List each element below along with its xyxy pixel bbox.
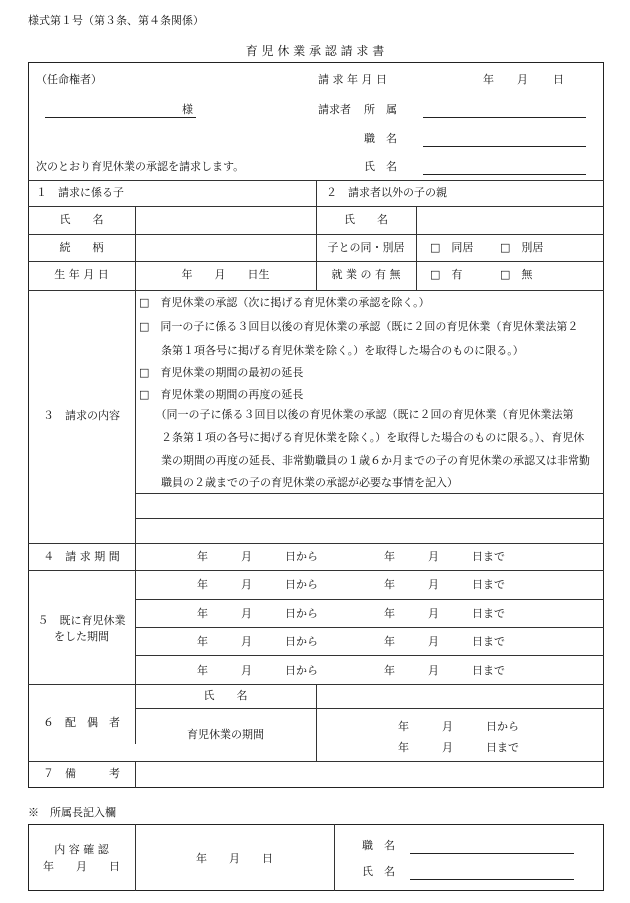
request-option-third[interactable]: □ 同一の子に係る３回目以後の育児休業の承認（既に２回の育児休業（育児休業法第２ — [139, 320, 579, 333]
past-period-4-from[interactable]: 年 月 日から — [197, 664, 318, 677]
supervisor-heading: ※ 所属長記入欄 — [28, 806, 116, 819]
supervisor-name-label: 氏 名 — [362, 865, 395, 878]
position-line[interactable] — [423, 146, 586, 147]
position-label: 職 名 — [364, 132, 397, 145]
divider — [28, 570, 604, 571]
request-option-first-extension[interactable]: □ 育児休業の期間の最初の延長 — [139, 366, 304, 379]
section1-heading: １ 請求に係る子 — [36, 186, 124, 199]
employment-label: 就 業 の 有 無 — [331, 268, 401, 281]
appointer-name-line[interactable] — [45, 117, 196, 118]
divider — [28, 234, 604, 235]
past-period-1-from[interactable]: 年 月 日から — [197, 578, 318, 591]
request-date-month: 月 — [517, 73, 528, 86]
reason-field-2[interactable] — [136, 519, 603, 542]
section5-label: ５ 既に育児休業 — [37, 614, 126, 627]
request-option-second-extension[interactable]: □ 育児休業の期間の再度の延長 — [139, 388, 304, 401]
request-date-year: 年 — [483, 73, 494, 86]
divider — [334, 824, 335, 891]
supervisor-name-line[interactable] — [410, 879, 574, 880]
past-period-2-to[interactable]: 年 月 日まで — [384, 607, 505, 620]
child-relation-label: 続 柄 — [59, 241, 104, 254]
divider — [28, 290, 604, 291]
section3-label: ３ 請求の内容 — [43, 409, 120, 422]
past-period-3-to[interactable]: 年 月 日まで — [384, 635, 505, 648]
request-period-from[interactable]: 年 月 日から — [197, 550, 318, 563]
past-period-2-from[interactable]: 年 月 日から — [197, 607, 318, 620]
past-period-4-to[interactable]: 年 月 日まで — [384, 664, 505, 677]
requester-label: 請求者 — [318, 103, 351, 116]
sama-label: 様 — [182, 103, 193, 116]
name-line[interactable] — [423, 174, 586, 175]
child-name-field[interactable] — [136, 207, 315, 233]
section7-label: ７ 備 考 — [43, 767, 120, 780]
spouse-name-field[interactable] — [317, 685, 603, 708]
instruction-text: 業の期間の再度の延長、非常勤職員の１歳６か月までの子の育児休業の承認又は非常勤 — [139, 454, 590, 467]
statement-text: 次のとおり育児休業の承認を請求します。 — [36, 160, 245, 173]
form-title: 育 児 休 業 承 認 請 求 書 — [245, 44, 385, 58]
remarks-field[interactable] — [136, 762, 603, 787]
spouse-period-from[interactable]: 年 月 日から — [398, 720, 519, 733]
section5-label-cont: をした期間 — [54, 630, 109, 643]
child-relation-field[interactable] — [136, 235, 315, 260]
employment-yes-checkbox[interactable]: □ 有 — [430, 268, 463, 281]
confirm-date-label: 年 月 日 — [43, 860, 120, 873]
section4-label: ４ 請 求 期 間 — [43, 550, 120, 563]
past-period-3-from[interactable]: 年 月 日から — [197, 635, 318, 648]
affiliation-line[interactable] — [423, 117, 586, 118]
parent-name-field[interactable] — [417, 207, 603, 233]
child-name-label: 氏 名 — [59, 213, 104, 226]
instruction-text: （同一の子に係る３回目以後の育児休業の承認（既に２回の育児休業（育児休業法第 — [139, 408, 574, 421]
spouse-period-label: 育児休業の期間 — [187, 728, 264, 741]
supervisor-position-label: 職 名 — [362, 839, 395, 852]
confirm-label: 内 容 確 認 — [54, 843, 109, 856]
request-option-third-cont: 条第１項各号に掲げる育児休業を除く。）を取得した場合のものに限る。） — [139, 344, 524, 357]
request-date-label: 請 求 年 月 日 — [318, 73, 387, 86]
form-code: 様式第１号（第３条、第４条関係） — [28, 14, 204, 27]
child-birthdate-value[interactable]: 年 月 日生 — [181, 268, 270, 281]
supervisor-position-line[interactable] — [410, 853, 574, 854]
affiliation-label: 所 属 — [364, 103, 397, 116]
reason-field-1[interactable] — [136, 494, 603, 517]
divider — [135, 290, 136, 744]
request-date-day: 日 — [553, 73, 564, 86]
request-period-to[interactable]: 年 月 日まで — [384, 550, 505, 563]
spouse-period-to[interactable]: 年 月 日まで — [398, 741, 519, 754]
section6-label: ６ 配 偶 者 — [43, 716, 120, 729]
instruction-text: 職員の２歳までの子の育児休業の承認が必要な事情を記入） — [139, 476, 458, 489]
request-option-approval[interactable]: □ 育児休業の承認（次に掲げる育児休業の承認を除く。） — [139, 296, 430, 309]
cohabit-separate-checkbox[interactable]: □ 別居 — [500, 241, 544, 254]
child-birthdate-label: 生 年 月 日 — [54, 268, 109, 281]
divider — [135, 627, 604, 628]
divider — [28, 261, 604, 262]
employment-no-checkbox[interactable]: □ 無 — [500, 268, 533, 281]
appointer-label: （任命権者） — [36, 73, 102, 86]
parent-name-label: 氏 名 — [344, 213, 388, 226]
divider — [28, 543, 604, 544]
divider — [135, 599, 604, 600]
name-label: 氏 名 — [364, 160, 397, 173]
divider — [135, 655, 604, 656]
confirm-date-value[interactable]: 年 月 日 — [196, 852, 273, 865]
cohabit-same-checkbox[interactable]: □ 同居 — [430, 241, 474, 254]
spouse-name-label: 氏 名 — [203, 689, 248, 702]
section2-heading: ２ 請求者以外の子の親 — [326, 186, 447, 199]
cohabit-label: 子との同・別居 — [327, 241, 405, 254]
instruction-text: ２条第１項の各号に掲げる育児休業を除く。）を取得した場合のものに限る。）、育児休 — [139, 431, 585, 444]
divider — [135, 708, 604, 709]
past-period-1-to[interactable]: 年 月 日まで — [384, 578, 505, 591]
